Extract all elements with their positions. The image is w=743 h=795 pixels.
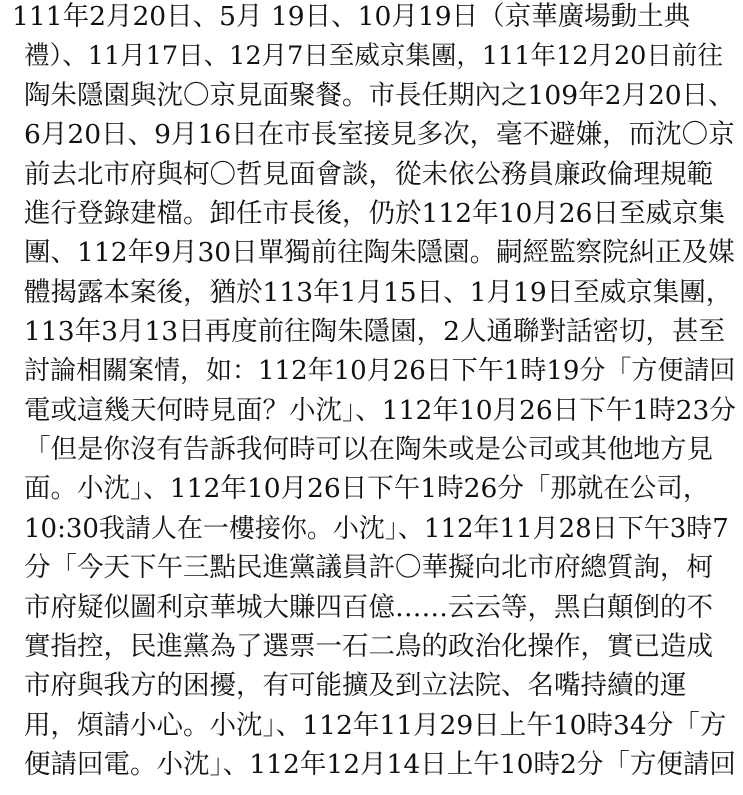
text-line-8: 體揭露本案後，猶於113年1月15日、1月19日至威京集團， — [24, 277, 733, 308]
text-line-20: 便請回電。小沈」、112年12月14日上午10時2分「方便請回 — [24, 749, 736, 780]
text-line-15: 分「今天下午三點民進黨議員許〇華擬向北市府總質詢，柯 — [24, 552, 713, 583]
text-line-14: 10:30我請人在一樓接你。小沈」、112年11月28日下午3時7 — [24, 514, 729, 544]
text-line-13: 面。小沈」、112年10月26日下午1時26分「那就在公司， — [24, 473, 710, 504]
text-line-16: 市府疑似圖利京華城大賺四百億……云云等，黑白顛倒的不 — [24, 592, 713, 623]
text-line-12: 「但是你沒有告訴我何時可以在陶朱或是公司或其他地方見 — [24, 434, 713, 465]
text-line-6: 進行登錄建檔。卸任市長後，仍於112年10月26日至威京集 — [24, 198, 726, 229]
text-line-7: 團、112年9月30日單獨前往陶朱隱園。嗣經監察院糾正及媒 — [24, 237, 735, 268]
text-line-17: 實指控，民進黨為了選票一石二鳥的政治化操作，實已造成 — [24, 631, 713, 662]
text-line-1: 111年2月20日、5月 19日、10月19日（京華廣場動土典 — [12, 1, 691, 32]
text-line-3: 陶朱隱園與沈〇京見面聚餐。市長任期內之109年2月20日、 — [24, 80, 735, 111]
text-line-10: 討論相關案情，如：112年10月26日下午1時19分「方便請回 — [24, 356, 736, 386]
text-line-2: 禮）、11月17日、12月7日至威京集團，111年12月20日前往 — [24, 41, 723, 71]
text-line-11: 電或這幾天何時見面？小沈」、112年10月26日下午1時23分 — [24, 395, 736, 426]
text-line-4: 6月20日、9月16日在市長室接見多次，毫不避嫌，而沈〇京 — [24, 119, 735, 150]
text-line-5: 前去北市府與柯〇哲見面會談，從未依公務員廉政倫理規範 — [24, 159, 713, 190]
text-line-19: 用，煩請小心。小沈」、112年11月29日上午10時34分「方 — [24, 710, 727, 741]
text-line-18: 市府與我方的困擾，有可能擴及到立法院、名嘴持續的運 — [24, 670, 687, 701]
text-line-9: 113年3月13日再度前往陶朱隱園，2人通聯對話密切，甚至 — [24, 316, 726, 347]
